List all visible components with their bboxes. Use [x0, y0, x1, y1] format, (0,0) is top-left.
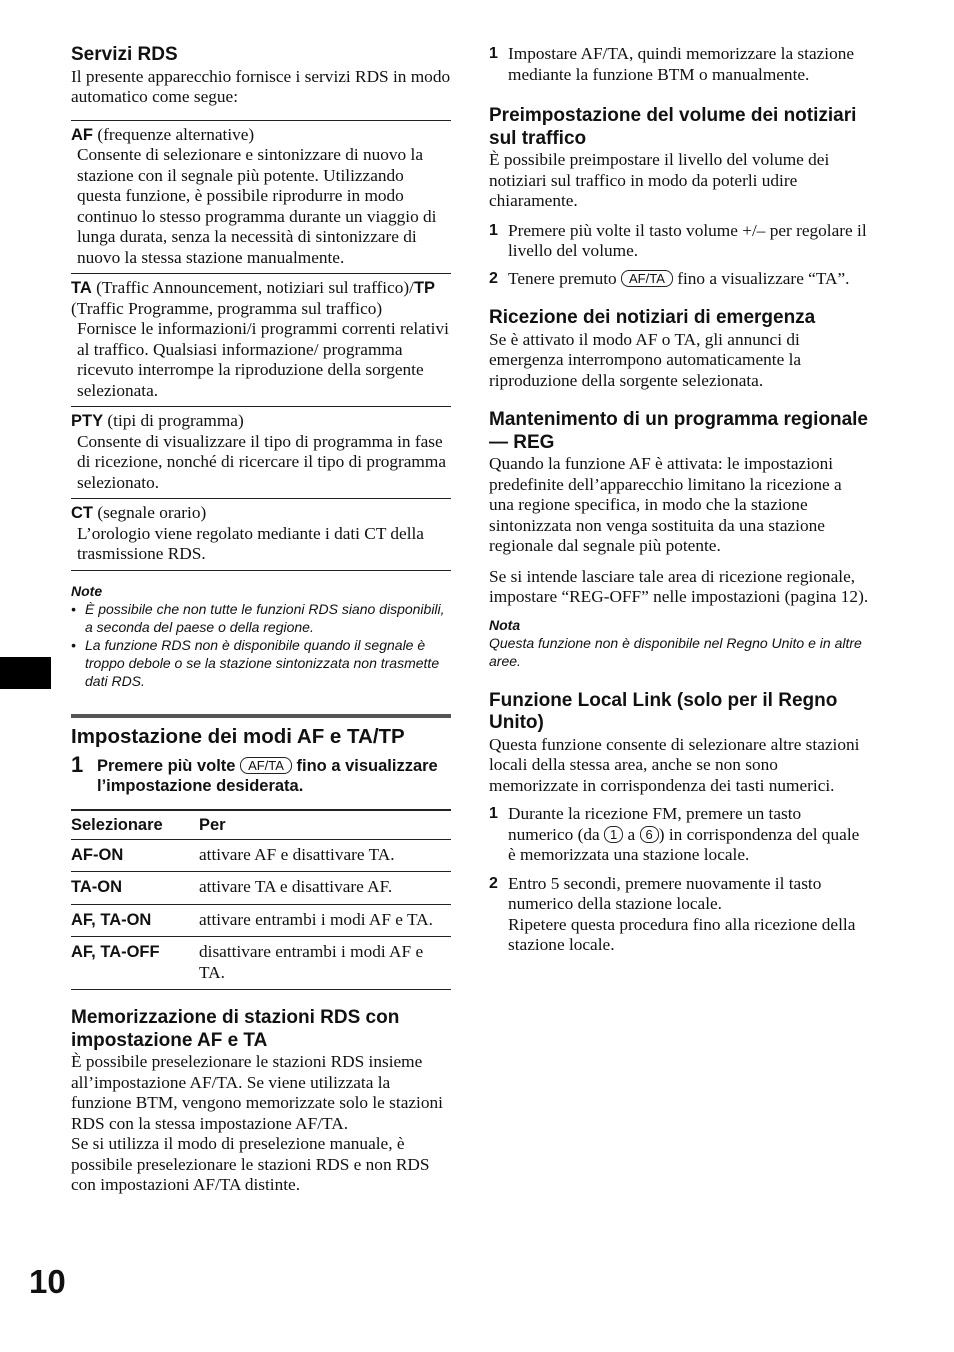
local-step-1 — [489, 804, 869, 866]
step-1 — [71, 751, 451, 797]
bullet-icon: • — [71, 636, 76, 653]
heading-impostazione: Impostazione dei modi AF e TA/TP — [71, 724, 405, 748]
table-row — [71, 904, 451, 937]
term-code: PTY — [71, 412, 104, 430]
bullet-icon: • — [71, 600, 76, 617]
table-row — [71, 937, 451, 990]
note-text: La funzione RDS non è disponibile quando il segnale è troppo debole o se la stazione sintonizzata non trasmette dati RDS. — [85, 636, 440, 689]
page-number: 10 — [29, 1263, 66, 1300]
term-desc: (tipi di programma) — [103, 411, 244, 430]
def-term — [71, 411, 451, 432]
note-text: È possibile che non tutte le funzioni RDS siano disponibili, a seconda del paese o della regione. — [85, 600, 445, 635]
table-row — [71, 872, 451, 905]
settings-table — [71, 809, 451, 991]
heading-local-link: Funzione Local Link (solo per il Regno Unito) — [489, 689, 838, 733]
step-text: Premere più volte il tasto volume +/– per regolare il livello del volume. — [508, 220, 867, 260]
local-step-2 — [489, 874, 869, 956]
step-text-pre: Premere più volte — [97, 756, 241, 775]
note-title: Nota — [489, 616, 521, 633]
step-text: Entro 5 secondi, premere nuovamente il tasto numerico della stazione locale. — [508, 873, 822, 913]
cell-value: attivare AF e disattivare TA. — [199, 839, 451, 872]
step-text-pre: Tenere premuto — [508, 268, 621, 288]
def-af — [71, 121, 451, 275]
volume-step-2 — [489, 269, 869, 290]
local-intro: Questa funzione consente di selezionare altre stazioni locali della stessa area, anche se non sono memorizzate in corrispondenza dei tasti numerici. — [489, 734, 860, 795]
heading-volume: Preimpostazione del volume dei notiziari sul traffico — [489, 105, 857, 149]
note-text: Questa funzione non è disponibile nel Regno Unito e in altre aree. — [489, 634, 862, 669]
section-tab-marker — [0, 657, 51, 689]
number-6-key: 6 — [640, 826, 659, 843]
term-desc: (frequenze alternative) — [93, 124, 255, 144]
cell-key: AF, TA-ON — [71, 904, 199, 937]
def-description: Fornisce le informazioni/i programmi correnti relativi al traffico. Qualsiasi informazione/ programma ricevuto interrompe la riproduzione della sorgente selezionata. — [77, 319, 449, 400]
term-code: TP — [413, 279, 436, 297]
term-code: AF — [71, 125, 93, 144]
volume-step-1 — [489, 221, 869, 262]
term-desc: (Traffic Announcement, notiziari sul traffico)/ — [91, 278, 414, 297]
table-row — [71, 839, 451, 872]
step-text — [97, 756, 451, 797]
cell-value: attivare entrambi i modi AF e TA. — [199, 904, 451, 937]
def-description: L’orologio viene regolato mediante i dati CT della trasmissione RDS. — [77, 523, 424, 563]
def-pty — [71, 407, 451, 499]
step-number: 1 — [489, 805, 498, 822]
servizi-intro: Il presente apparecchio fornisce i servizi RDS in modo automatico come segue: — [71, 66, 451, 106]
memorizzazione-p1: È possibile preselezionare le stazioni RDS insieme all’impostazione AF/TA. Se viene utilizzata la funzione BTM, vengono memorizzate solo le stazioni RDS con la stessa impostazione AF/TA. — [71, 1052, 443, 1133]
number-1-key: 1 — [604, 826, 623, 843]
step-number: 1 — [489, 45, 498, 62]
term-code: TA — [71, 279, 92, 297]
emergenza-text: Se è attivato il modo AF o TA, gli annunci di emergenza interrompono automaticamente la riproduzione della sorgente selezionata. — [489, 329, 802, 390]
term-code: CT — [71, 504, 93, 522]
def-description: Consente di selezionare e sintonizzare di nuovo la stazione con il segnale più potente. Utilizzando questa funzione, è possibile riprodurre in modo continuo lo stesso programma durante un viaggio di lunga durata, senza la necessità di sintonizzare di nuovo la stessa stazione manualmente. — [77, 145, 437, 267]
cell-value: attivare TA e disattivare AF. — [199, 872, 451, 905]
def-ct — [71, 499, 451, 571]
step-text-continued: Ripetere questa procedura fino alla ricezione della stazione locale. — [508, 914, 856, 954]
step-text: Impostare AF/TA, quindi memorizzare la stazione mediante la funzione BTM o manualmente. — [508, 44, 855, 84]
af-ta-key: AF/TA — [621, 270, 673, 287]
memorizzazione-p2: Se si utilizza il modo di preselezione manuale, è possibile preselezionare le stazioni RDS e non RDS con impostazioni AF/TA distinte. — [71, 1134, 430, 1194]
term-desc: (segnale orario) — [93, 503, 207, 522]
def-term — [71, 278, 451, 319]
cell-value: disattivare entrambi i modi AF e TA. — [199, 937, 451, 990]
cell-key: TA-ON — [71, 872, 199, 905]
step-number: 1 — [489, 221, 498, 239]
mem-step-1 — [489, 44, 869, 85]
rds-definitions — [71, 120, 451, 571]
note-item — [71, 636, 451, 690]
term-desc: (Traffic Programme, programma sul traffico) — [71, 298, 383, 318]
step-text-post: fino a visualizzare l’impostazione desiderata. — [97, 756, 438, 795]
step-text-pre: Durante la ricezione FM, premere un tasto numerico (da — [508, 804, 802, 844]
heading-servizi-rds: Servizi RDS — [71, 44, 178, 65]
heading-emergenza: Ricezione dei notiziari di emergenza — [489, 307, 816, 328]
col-header-per: Per — [199, 810, 451, 840]
def-description: Consente di visualizzare il tipo di programma in fase di ricezione, nonché di ricercare il tipo di programma selezionato. — [77, 431, 446, 492]
def-term — [71, 125, 451, 146]
col-header-selezionare: Selezionare — [71, 810, 199, 840]
heading-regionale: Mantenimento di un programma regionale — REG — [489, 409, 868, 453]
notes-block — [71, 582, 451, 690]
af-ta-key: AF/TA — [240, 757, 292, 774]
table-header-row — [71, 810, 451, 840]
regionale-p1: Quando la funzione AF è attivata: le impostazioni predefinite dell’apparecchio limitano la ricezione a una regione specifica, in modo che la stazione sintonizzata non venga sostituita da una stazione regionale dal segnale più potente. — [489, 454, 842, 555]
volume-intro: È possibile preimpostare il livello del volume dei notiziari sul traffico in modo da poterli udire chiaramente. — [489, 150, 830, 210]
note-item — [71, 600, 451, 636]
step-number: 2 — [489, 874, 498, 892]
section-divider — [71, 714, 451, 718]
cell-key: AF, TA-OFF — [71, 937, 199, 990]
step-text-post: fino a visualizzare “TA”. — [672, 268, 850, 288]
step-text-post: ) in corrispondenza del quale è memorizzata una stazione locale. — [508, 824, 860, 864]
regionale-p2: Se si intende lasciare tale area di ricezione regionale, impostare “REG-OFF” nelle impostazioni (pagina 12). — [489, 566, 869, 606]
step-number: 1 — [71, 751, 84, 777]
note-title: Note — [71, 582, 103, 599]
step-text-mid: a — [623, 824, 640, 844]
def-term — [71, 503, 451, 524]
def-ta-tp — [71, 274, 451, 407]
right-column — [489, 44, 869, 956]
regionale-note — [489, 616, 869, 670]
heading-memorizzazione: Memorizzazione di stazioni RDS con impostazione AF e TA — [71, 1007, 400, 1051]
step-number: 2 — [489, 269, 498, 287]
cell-key: AF-ON — [71, 839, 199, 872]
left-column — [71, 44, 451, 1196]
